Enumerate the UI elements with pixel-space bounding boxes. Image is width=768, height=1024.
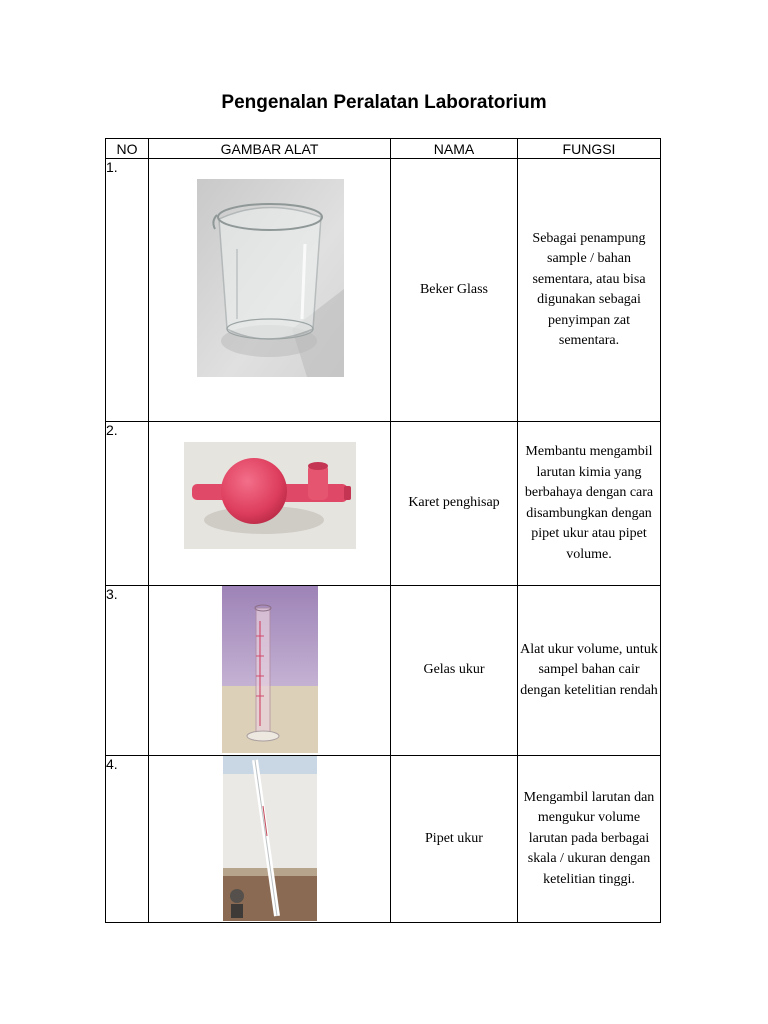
header-nama: NAMA: [391, 139, 518, 159]
table-header-row: [106, 139, 661, 159]
row-number: 4.: [106, 756, 149, 923]
image-cell: [149, 422, 391, 586]
measuring-cylinder-photo: [222, 586, 318, 753]
header-gambar-alat: GAMBAR ALAT: [149, 139, 391, 159]
image-cell: [149, 159, 391, 422]
row-number: 1.: [106, 159, 149, 422]
equipment-name: Gelas ukur: [391, 586, 518, 756]
equipment-function: Mengambil larutan dan mengukur volume larutan pada berbagai skala / ukuran dengan ketelitian tinggi.: [518, 756, 661, 923]
row-number: 3.: [106, 586, 149, 756]
table-row: [106, 586, 661, 756]
equipment-name: Pipet ukur: [391, 756, 518, 923]
table-row: [106, 159, 661, 422]
row-number: 2.: [106, 422, 149, 586]
header-fungsi: FUNGSI: [518, 139, 661, 159]
measuring-pipette-photo: [223, 756, 317, 921]
equipment-function: Alat ukur volume, untuk sampel bahan cair dengan ketelitian rendah: [518, 586, 661, 756]
image-cell: [149, 756, 391, 923]
table-row: [106, 422, 661, 586]
table-row: [106, 756, 661, 923]
beaker-glass-photo: [197, 179, 344, 377]
equipment-function: Membantu mengambil larutan kimia yang berbahaya dengan cara disambungkan dengan pipet ukur atau pipet volume.: [518, 422, 661, 586]
equipment-table: [105, 138, 661, 923]
equipment-function: Sebagai penampung sample / bahan sementara, atau bisa digunakan sebagai penyimpan zat sementara.: [518, 159, 661, 422]
page-title: Pengenalan Peralatan Laboratorium: [221, 92, 547, 113]
equipment-name: Beker Glass: [391, 159, 518, 422]
header-no: NO: [106, 139, 149, 159]
image-cell: [149, 586, 391, 756]
rubber-bulb-photo: [184, 442, 356, 549]
equipment-name: Karet penghisap: [391, 422, 518, 586]
